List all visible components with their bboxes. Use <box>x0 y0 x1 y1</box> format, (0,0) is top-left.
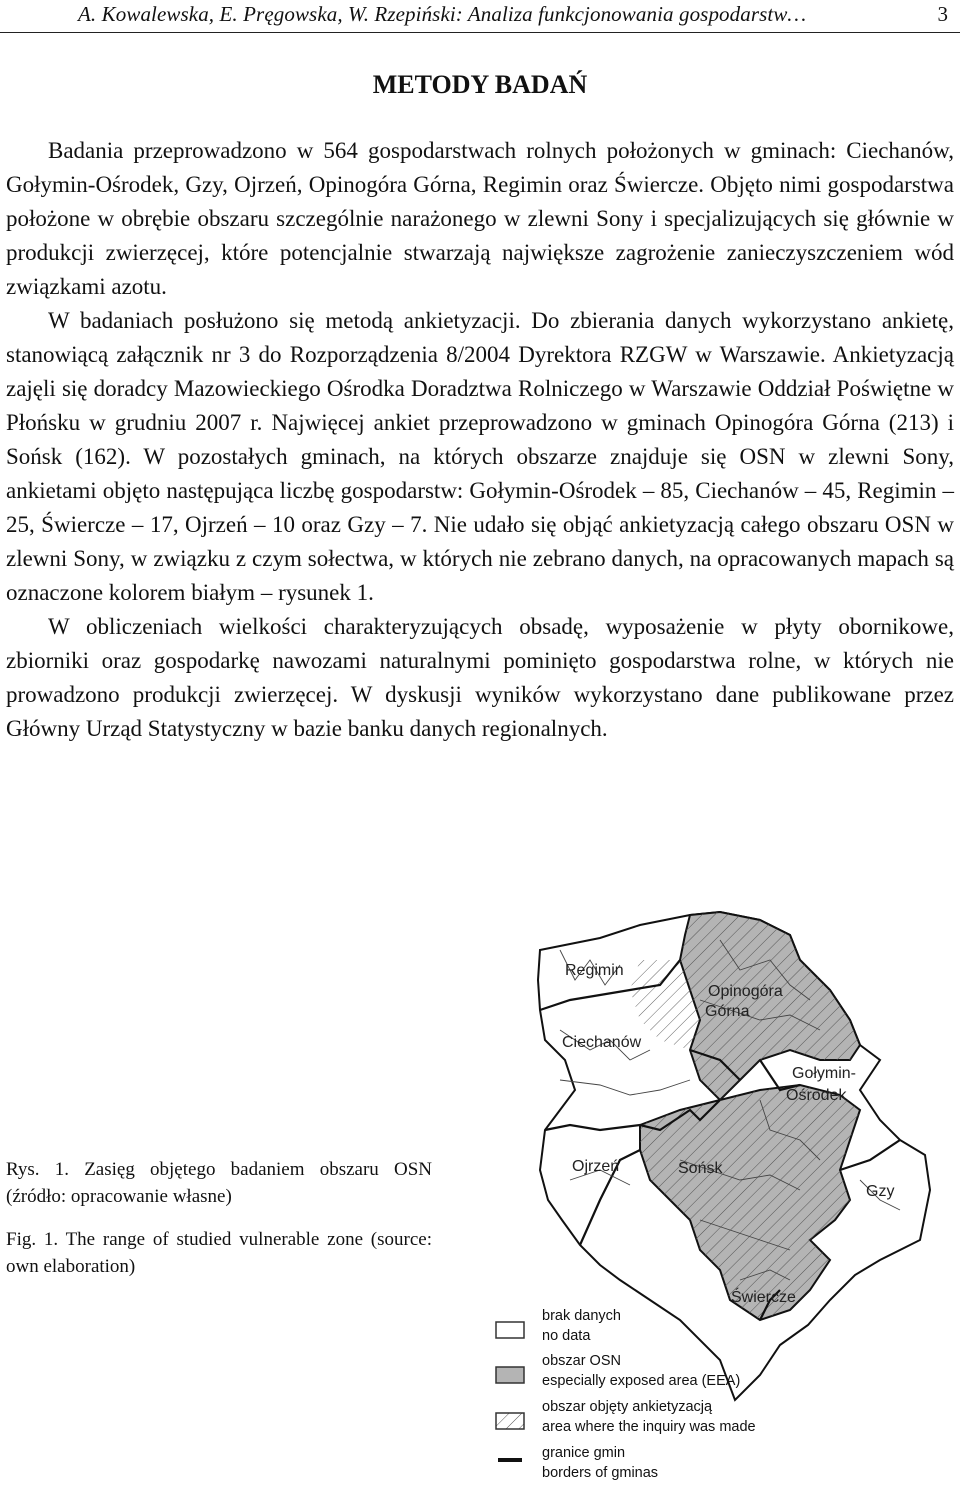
legend-no-data <box>542 1306 621 1346</box>
legend-no-data-swatch <box>496 1322 524 1338</box>
legend-survey-en: area where the inquiry was made <box>542 1419 756 1435</box>
legend-survey-pl: obszar objęty ankietyzacją <box>542 1399 713 1415</box>
legend-borders-pl: granice gmin <box>542 1445 626 1461</box>
label-opinogora-2: Górna <box>705 1003 750 1020</box>
legend-osn <box>542 1351 740 1391</box>
legend-survey <box>542 1397 756 1437</box>
label-ciechanow: Ciechanów <box>562 1034 642 1051</box>
legend-osn-pl: obszar OSN <box>542 1353 621 1369</box>
paragraph-1: Badania przeprowadzono w 564 gospodarstwach rolnych położonych w gminach: Ciechanów, Gołymin-Ośrodek, Gzy, Ojrzeń, Opinogóra Górna, Regimin oraz Świercze. Objęto nimi gospodarstwa położone w obrębie obszaru szczególnie narażonego w zlewni Sony i specjalizujących się głównie w produkcji zwierzęcej, które potencjalnie stwarzają największe zagrożenie zanieczyszczeniem wód związkami azotu. <box>6 138 954 299</box>
label-sonsk: Sońsk <box>678 1160 723 1177</box>
paragraph-2: W badaniach posłużono się metodą ankietyzacji. Do zbierania danych wykorzystano ankietę, stanowiącą załącznik nr 3 do Rozporządzenia 8/2004 Dyrektora RZGW w Warszawie. Ankietyzacją zajęli się doradcy Mazowieckiego Ośrodka Doradztwa Rolniczego w Warszawie Oddział Poświętne w Płońsku w grudniu 2007 r. Najwięcej ankiet przeprowadzono w gminach Opinogóra Górna (213) i Sońsk (162). W pozostałych gminach, na których obszarze znajduje się OSN w zlewni Sony, ankietami objęto następująca liczbę gospodarstw: Gołymin-Ośrodek – 85, Ciechanów – 45, Regimin – 25, Świercze – 17, Ojrzeń – 10 oraz Gzy – 7. Nie udało się objąć ankietyzacją całego obszaru OSN w zlewni Sony, w związku z czym sołectwa, w których nie zebrano danych, na opracowanych mapach są oznaczone kolorem białym – rysunek 1. <box>6 308 954 605</box>
label-golymin-2: Ośrodek <box>786 1087 847 1104</box>
label-ojrzen: Ojrzeń <box>572 1158 620 1175</box>
legend-borders <box>542 1443 658 1483</box>
figure-caption-en: Fig. 1. The range of studied vulnerable zone (source: own elaboration) <box>6 1229 432 1277</box>
label-golymin-1: Gołymin- <box>792 1065 857 1082</box>
legend-osn-en: especially exposed area (EEA) <box>542 1373 741 1389</box>
figure-caption-pl: Rys. 1. Zasięg objętego badaniem obszaru OSN (źródło: opracowanie własne) <box>6 1159 432 1207</box>
label-gzy: Gzy <box>866 1183 895 1200</box>
legend-borders-en: borders of gminas <box>542 1465 659 1481</box>
section-title: METODY BADAŃ <box>372 70 588 99</box>
paragraph-3: W obliczeniach wielkości charakteryzujących obsadę, wyposażenie w płyty obornikowe, zbiorniki oraz gospodarkę nawozami naturalnymi pominięto gospodarstwa rolne, w których nie prowadzono produkcji zwierzęcej. W dyskusji wyników wykorzystano dane publikowane przez Główny Urząd Statystyczny w bazie banku danych regionalnych. <box>6 614 954 741</box>
legend-survey-swatch <box>496 1413 524 1429</box>
label-swiercze: Świercze <box>731 1289 796 1306</box>
label-regimin: Regimin <box>565 962 624 979</box>
legend-no-data-en: no data <box>542 1328 591 1344</box>
running-title: A. Kowalewska, E. Pręgowska, W. Rzepiński: Analiza funkcjonowania gospodarstw… <box>78 2 807 26</box>
legend-osn-swatch <box>496 1367 524 1383</box>
page-number: 3 <box>937 2 948 26</box>
label-opinogora-1: Opinogóra <box>708 983 783 1000</box>
legend-no-data-pl: brak danych <box>542 1308 621 1324</box>
